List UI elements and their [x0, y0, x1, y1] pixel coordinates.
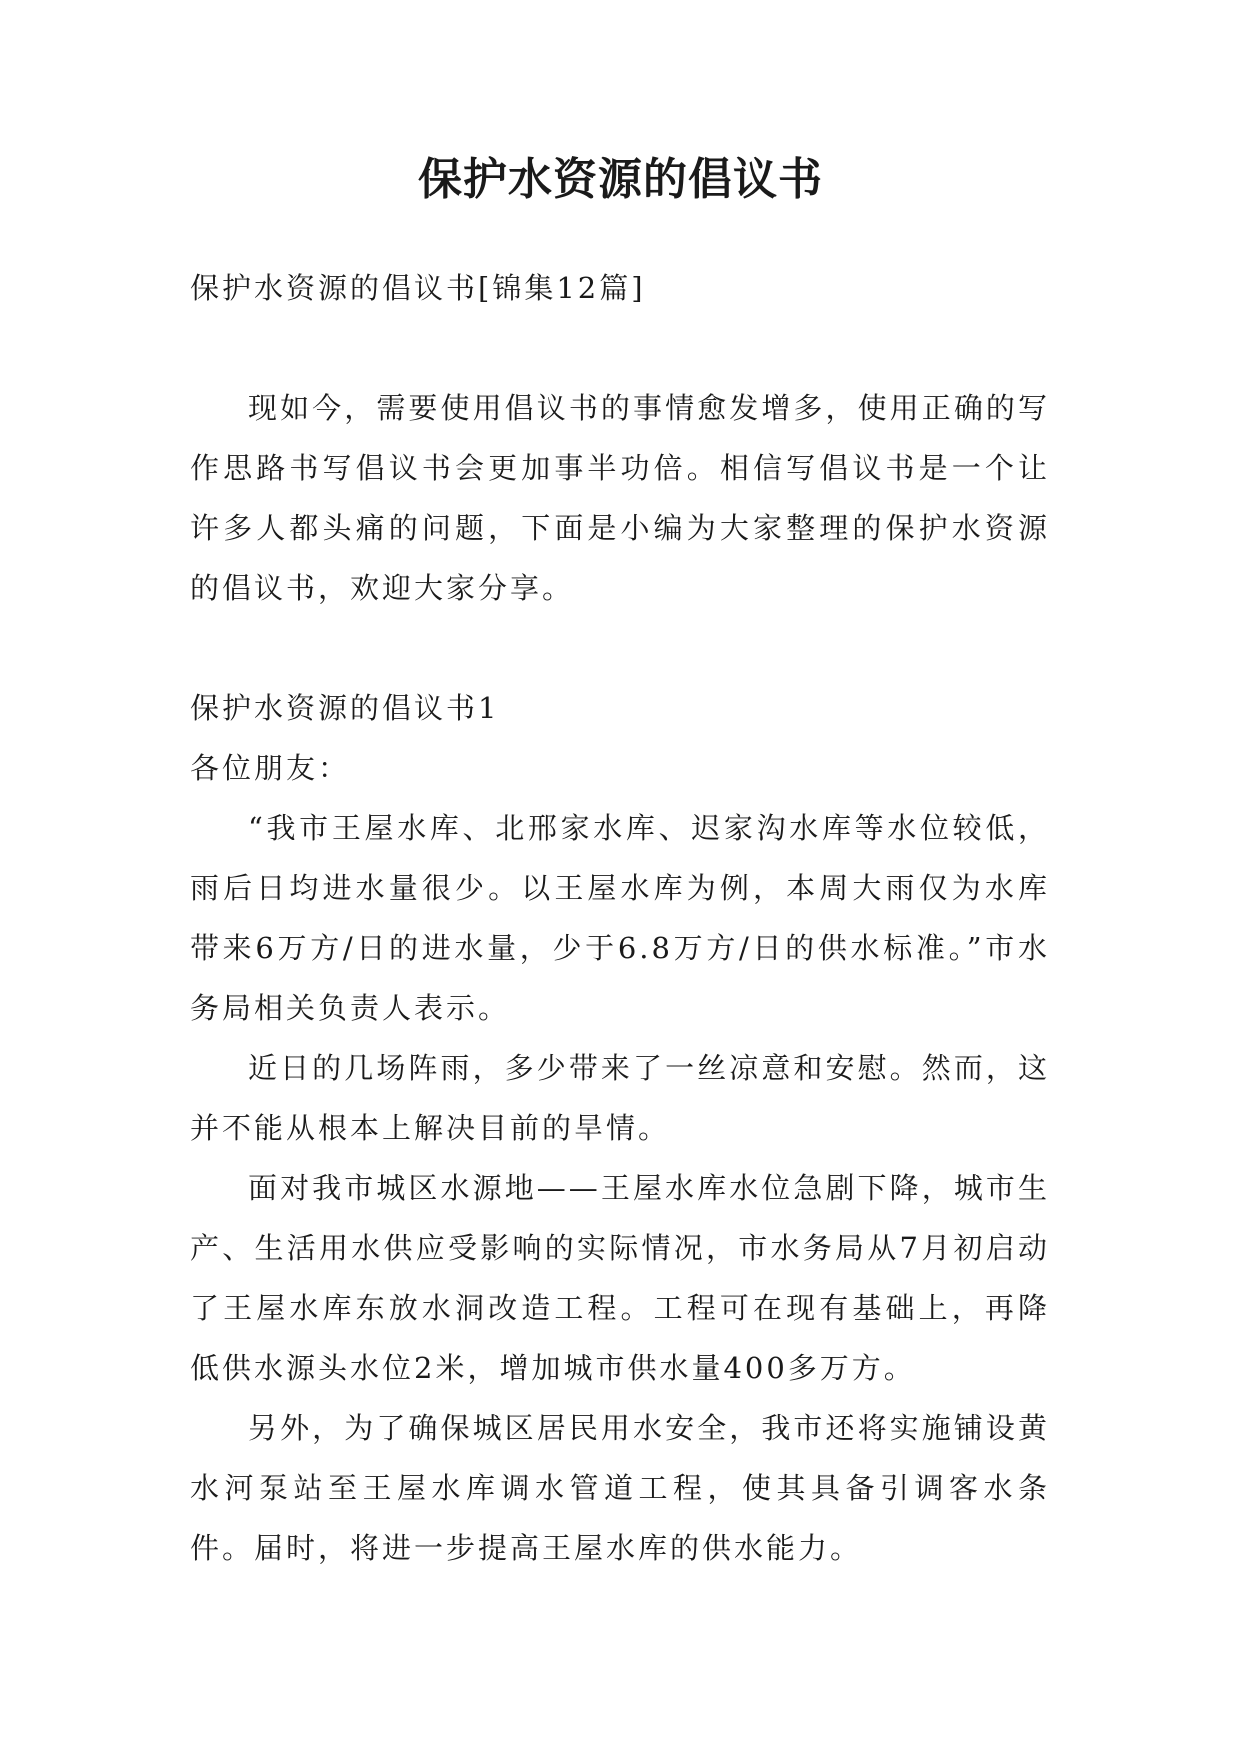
intro-paragraph: 现如今，需要使用倡议书的事情愈发增多，使用正确的写作思路书写倡议书会更加事半功倍。相信写倡议书是一个让许多人都头痛的问题，下面是小编为大家整理的保护水资源的倡议书，欢迎大家分享。 — [190, 391, 1050, 605]
document-title: 保护水资源的倡议书 — [418, 154, 823, 205]
document-subtitle: 保护水资源的倡议书[锦集12篇] — [190, 271, 646, 305]
section-heading: 保护水资源的倡议书1 — [190, 691, 500, 725]
body-paragraph: “我市王屋水库、北邢家水库、迟家沟水库等水位较低，雨后日均进水量很少。以王屋水库为例，本周大雨仅为水库带来6万方/日的进水量，少于6.8万方/日的供水标准。”市水务局相关负责人表示。 — [190, 811, 1050, 1025]
salutation: 各位朋友： — [190, 751, 351, 785]
document-body — [190, 258, 1050, 1578]
body-paragraph: 面对我市城区水源地——王屋水库水位急剧下降，城市生产、生活用水供应受影响的实际情况，市水务局从7月初启动了王屋水库东放水洞改造工程。工程可在现有基础上，再降低供水源头水位2米，增加城市供水量400多万方。 — [190, 1171, 1050, 1385]
body-paragraph: 近日的几场阵雨，多少带来了一丝凉意和安慰。然而，这并不能从根本上解决目前的旱情。 — [190, 1051, 1050, 1145]
body-paragraph: 另外，为了确保城区居民用水安全，我市还将实施铺设黄水河泵站至王屋水库调水管道工程，使其具备引调客水条件。届时，将进一步提高王屋水库的供水能力。 — [190, 1411, 1050, 1565]
